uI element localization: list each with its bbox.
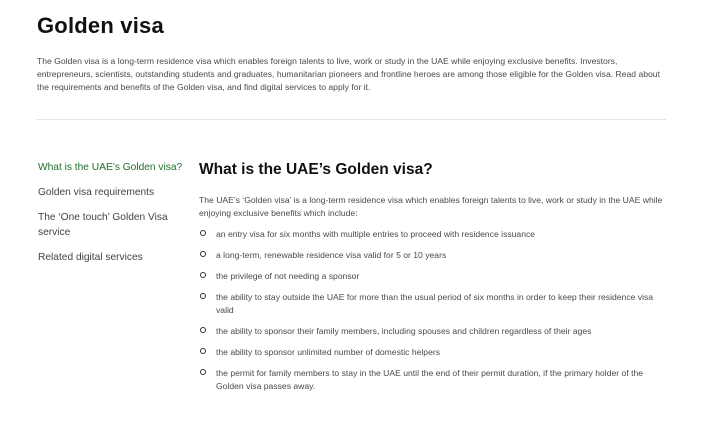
list-item	[199, 346, 669, 359]
circle-bullet-icon	[200, 327, 206, 333]
list-item	[199, 291, 669, 317]
benefits-list	[199, 228, 669, 393]
list-item-text: an entry visa for six months with multiple entries to proceed with residence issuance	[216, 229, 536, 239]
list-item-text: the permit for family members to stay in the UAE until the end of their permit duration, if the primary holder of the Golden visa passes away.	[216, 368, 644, 391]
sidebar-item-related-digital-services[interactable]: Related digital services	[38, 252, 143, 263]
sidebar-item-what-is-golden-visa[interactable]: What is the UAE’s Golden visa?	[38, 162, 183, 173]
list-item	[199, 270, 669, 283]
circle-bullet-icon	[200, 348, 206, 354]
list-item-text: the privilege of not needing a sponsor	[216, 271, 360, 281]
list-item-text: the ability to sponsor unlimited number of domestic helpers	[216, 347, 441, 357]
list-item-text: the ability to sponsor their family members, including spouses and children regardless of their ages	[216, 326, 592, 336]
circle-bullet-icon	[200, 272, 206, 278]
intro-paragraph: The Golden visa is a long-term residence visa which enables foreign talents to live, work or study in the UAE while enjoying exclusive benefits. Investors, entrepreneurs, scientists, outstanding students and graduates, humanitarian pioneers and frontline heroes are among those eligible for the Golden visa. Read about the requirements and benefits of the Golden visa, and find digital services to apply for it.	[37, 56, 660, 92]
section-lead: The UAE’s ‘Golden visa’ is a long-term residence visa which enables foreign talents to live, work or study in the UAE while enjoying exclusive benefits which include:	[199, 195, 663, 218]
list-item-text: the ability to stay outside the UAE for more than the usual period of six months in order to keep their residence visa valid	[216, 292, 654, 315]
circle-bullet-icon	[200, 293, 206, 299]
sidebar-nav	[38, 160, 188, 275]
list-item	[199, 228, 669, 241]
circle-bullet-icon	[200, 251, 206, 257]
sidebar-item-one-touch-service[interactable]: The ‘One touch’ Golden Visa service	[38, 212, 168, 238]
section-divider	[37, 119, 666, 120]
list-item	[199, 325, 669, 338]
circle-bullet-icon	[200, 230, 206, 236]
page-title: Golden visa	[37, 13, 164, 38]
circle-bullet-icon	[200, 369, 206, 375]
list-item	[199, 249, 669, 262]
main-content	[199, 160, 669, 401]
section-title: What is the UAE’s Golden visa?	[199, 161, 433, 178]
list-item	[199, 367, 669, 393]
sidebar-item-requirements[interactable]: Golden visa requirements	[38, 187, 155, 198]
list-item-text: a long-term, renewable residence visa valid for 5 or 10 years	[216, 250, 447, 260]
